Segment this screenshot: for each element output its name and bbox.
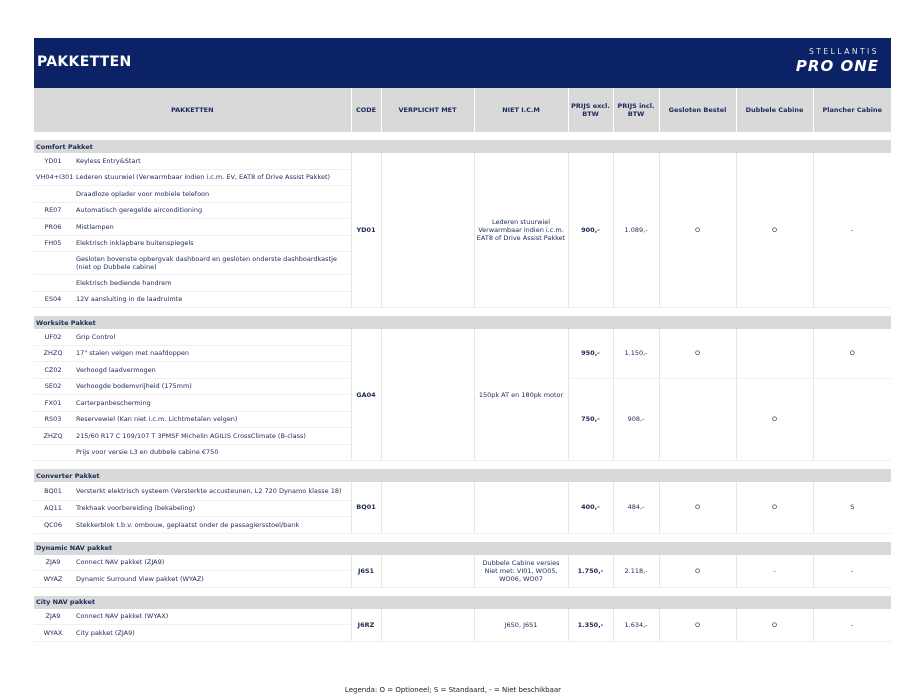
verplicht-cell (381, 555, 474, 588)
price-incl: 1.634,- (613, 609, 659, 642)
item-code (34, 275, 72, 292)
item-desc: Stekkerblok t.b.v. ombouw, geplaatst onder de passagiersstoel/bank (72, 517, 351, 534)
price-excl: 400,- (568, 482, 613, 533)
page-banner (34, 38, 891, 88)
table-row (34, 609, 891, 625)
item-desc: Trekhaak voorbereiding (bekabeling) (72, 500, 351, 517)
verplicht-cell (381, 609, 474, 642)
avail-plancher: O (813, 329, 891, 378)
avail-dubbele: O (736, 153, 813, 308)
niet-cell (474, 482, 568, 533)
avail-dubbele: - (736, 555, 813, 588)
avail-plancher: S (813, 482, 891, 533)
item-code: VH04+I301 (34, 169, 72, 186)
item-code: WYAX (34, 625, 72, 642)
item-code: UF02 (34, 329, 72, 345)
header-niet: NIET I.C.M (474, 88, 568, 132)
section-title: Comfort Pakket (34, 140, 891, 153)
package-code: GA04 (351, 329, 381, 461)
verplicht-cell (381, 329, 474, 461)
item-code: WYAZ (34, 571, 72, 588)
niet-cell: J6S0, J6S1 (474, 609, 568, 642)
item-code: ES04 (34, 291, 72, 308)
logo-top-text: STELLANTIS (809, 47, 879, 56)
header-pakketten: PAKKETTEN (34, 88, 351, 132)
header-verplicht: VERPLICHT MET (381, 88, 474, 132)
item-desc: Connect NAV pakket (ZJA9) (72, 555, 351, 571)
header-prijs-excl: PRIJS excl. BTW (568, 88, 613, 132)
header-code: CODE (351, 88, 381, 132)
package-code: BQ01 (351, 482, 381, 533)
item-desc: Elektrisch inklapbare buitenspiegels (72, 235, 351, 252)
niet-cell: 150pk AT en 180pk motor (474, 329, 568, 461)
item-desc: City pakket (ZJA9) (72, 625, 351, 642)
price-excl: 1.350,- (568, 609, 613, 642)
niet-cell: Lederen stuurwiel Verwarmbaar indien i.c.m. EAT8 of Drive Assist Pakket (474, 153, 568, 308)
page-title: PAKKETTEN (37, 54, 132, 70)
item-code: QC06 (34, 517, 72, 534)
package-code: J6RZ (351, 609, 381, 642)
verplicht-cell (381, 153, 474, 308)
avail-gesloten: O (659, 329, 736, 378)
item-code: ZJA9 (34, 609, 72, 625)
legend-text: Legenda: O = Optioneel; S = Standaard, - = Niet beschikbaar (344, 686, 562, 694)
item-code (34, 252, 72, 275)
item-code (34, 444, 72, 461)
item-desc: Automatisch geregelde airconditioning (72, 202, 351, 219)
item-code: RS03 (34, 411, 72, 428)
section-title: Dynamic NAV pakket (34, 542, 891, 555)
header-prijs-incl: PRIJS incl. BTW (613, 88, 659, 132)
package-code: YD01 (351, 153, 381, 308)
table-row (34, 153, 891, 169)
item-desc: Dynamic Surround View pakket (WYAZ) (72, 571, 351, 588)
item-code: SE02 (34, 378, 72, 395)
item-code (34, 186, 72, 203)
section-title: City NAV pakket (34, 596, 891, 609)
item-desc: Versterkt elektrisch systeem (Versterkte accusteunen, L2 720 Dynamo klasse 18) (72, 482, 351, 500)
avail-dubbele (736, 329, 813, 378)
avail-gesloten: O (659, 482, 736, 533)
table-row (34, 482, 891, 500)
avail-plancher: - (813, 609, 891, 642)
avail-plancher: - (813, 555, 891, 588)
price-excl: 900,- (568, 153, 613, 308)
item-desc: Verhoogd laadvermogen (72, 362, 351, 379)
price-excl: 1.750,- (568, 555, 613, 588)
item-desc: Verhoogde bodemvrijheid (175mm) (72, 378, 351, 395)
niet-cell: Dubbele Cabine versies Niet met: VI01, WO05, WO06, WO07 (474, 555, 568, 588)
item-desc: Lederen stuurwiel (Verwarmbaar indien i.c.m. EV, EAT8 of Drive Assist Pakket) (72, 169, 351, 186)
item-code: FH05 (34, 235, 72, 252)
price-incl: 484,- (613, 482, 659, 533)
section-title: Converter Pakket (34, 469, 891, 482)
item-desc: Elektrisch bediende handrem (72, 275, 351, 292)
avail-gesloten (659, 378, 736, 461)
item-code: ZHZQ (34, 428, 72, 445)
item-desc: 12V aansluiting in de laadruimte (72, 291, 351, 308)
header-gesloten: Gesloten Bestel (659, 88, 736, 132)
header-plancher: Plancher Cabine (813, 88, 891, 132)
item-code: YD01 (34, 153, 72, 169)
header-dubbele: Dubbele Cabine (736, 88, 813, 132)
item-code: RE07 (34, 202, 72, 219)
brand-logo (796, 47, 879, 75)
package-code: J6S1 (351, 555, 381, 588)
item-code: PR06 (34, 219, 72, 236)
avail-gesloten: O (659, 609, 736, 642)
price-excl: 750,- (568, 378, 613, 461)
item-desc: 215/60 R17 C 109/107 T 3PMSF Michelin AGILIS CrossClimate (B-class) (72, 428, 351, 445)
avail-plancher (813, 378, 891, 461)
price-incl: 908,- (613, 378, 659, 461)
item-desc: Carterpanbescherming (72, 395, 351, 412)
avail-gesloten: O (659, 555, 736, 588)
avail-plancher: - (813, 153, 891, 308)
avail-dubbele: O (736, 609, 813, 642)
section-title: Worksite Pakket (34, 316, 891, 329)
item-code: FX01 (34, 395, 72, 412)
item-desc: Connect NAV pakket (WYAX) (72, 609, 351, 625)
price-incl: 1.150,- (613, 329, 659, 378)
item-desc: Gesloten bovenste opbergvak dashboard en gesloten onderste dashboardkastje (niet op Dubbele cabine) (72, 252, 351, 275)
avail-dubbele: O (736, 482, 813, 533)
item-code: BQ01 (34, 482, 72, 500)
item-desc: Draadloze oplader voor mobiele telefoon (72, 186, 351, 203)
price-incl: 2.118,- (613, 555, 659, 588)
item-code: ZJA9 (34, 555, 72, 571)
table-row (34, 555, 891, 571)
table-row (34, 329, 891, 345)
item-code: AQ11 (34, 500, 72, 517)
avail-dubbele: O (736, 378, 813, 461)
item-desc: Reservewiel (Kan niet i.c.m. Lichtmetalen velgen) (72, 411, 351, 428)
price-incl: 1.089,- (613, 153, 659, 308)
item-code: ZHZQ (34, 345, 72, 362)
price-excl: 950,- (568, 329, 613, 378)
item-desc: Keyless Entry&Start (72, 153, 351, 169)
avail-gesloten: O (659, 153, 736, 308)
packages-table (34, 88, 891, 642)
item-desc: Mistlampen (72, 219, 351, 236)
verplicht-cell (381, 482, 474, 533)
table-header-row (34, 88, 891, 132)
item-code: CZ02 (34, 362, 72, 379)
logo-bottom-text: PRO ONE (795, 57, 879, 75)
item-desc: Prijs voor versie L3 en dubbele cabine €750 (72, 444, 351, 461)
item-desc: 17" stalen velgen met naafdoppen (72, 345, 351, 362)
item-desc: Grip Control (72, 329, 351, 345)
